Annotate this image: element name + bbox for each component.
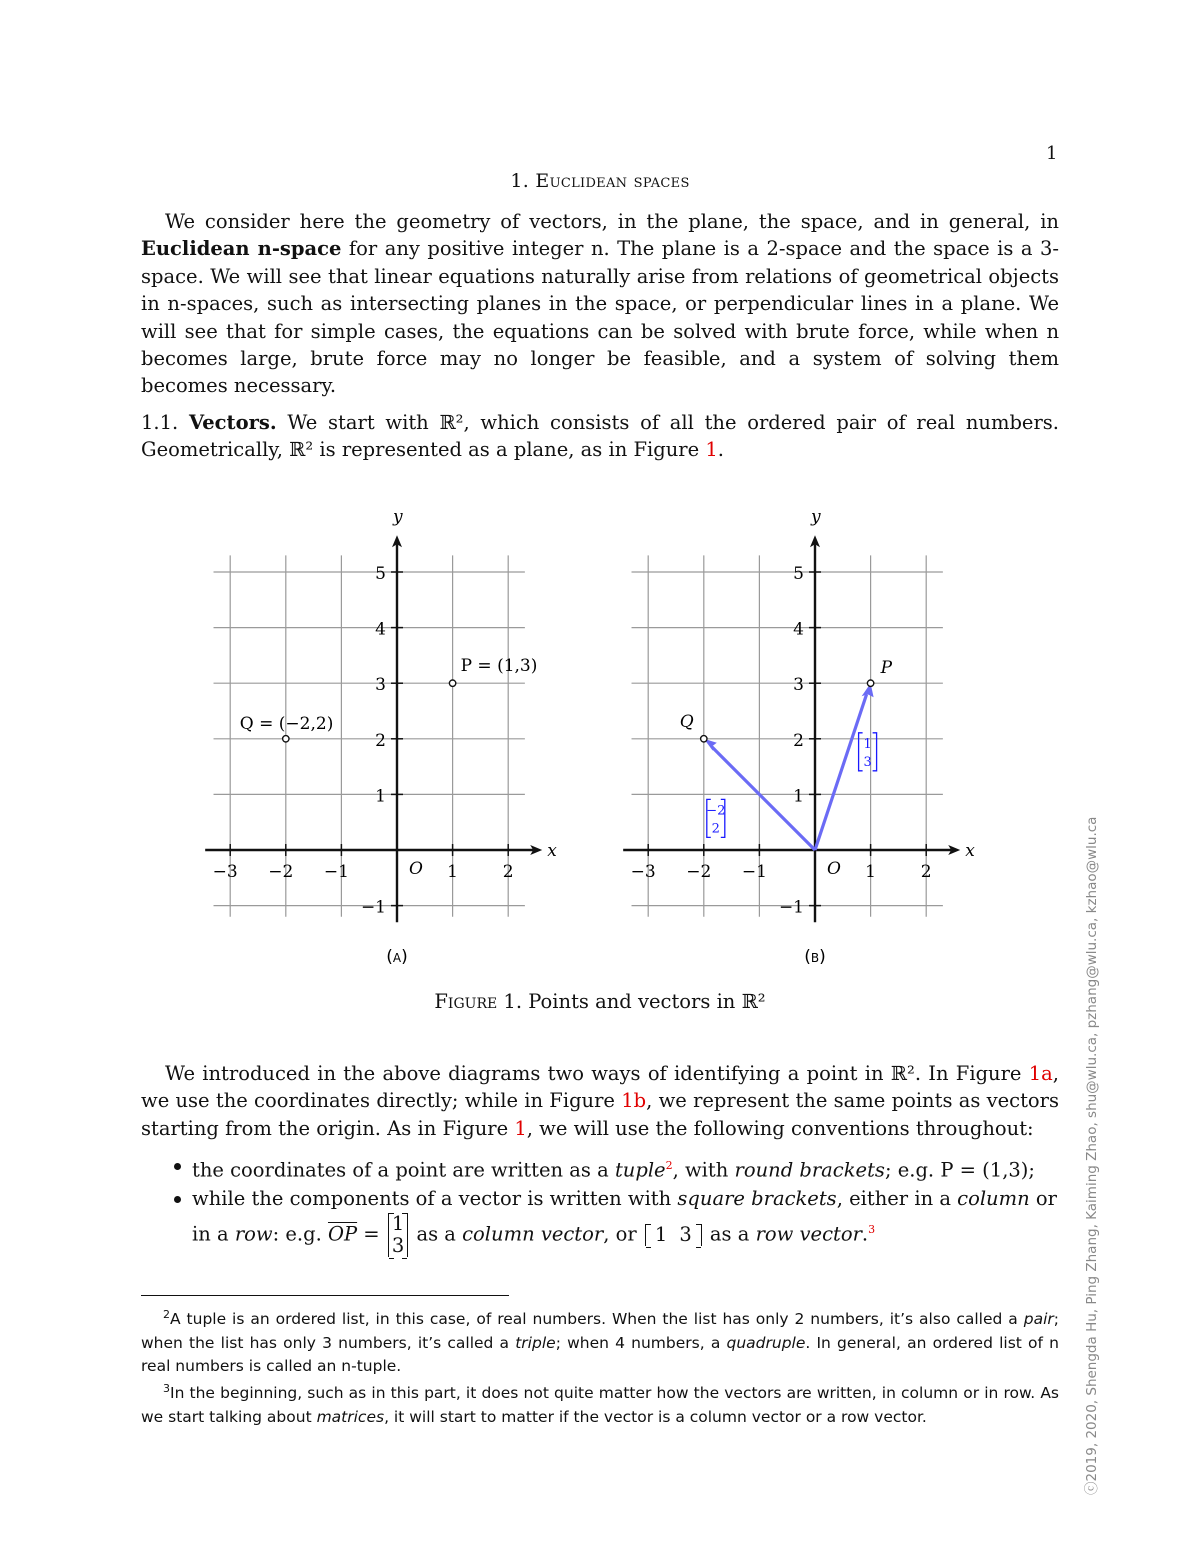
intro-text-1: We consider here the geometry of vectors, in the plane, the space, and in general, in: [165, 210, 1059, 233]
bullet2-text-5: as a: [410, 1222, 463, 1245]
y-tick-label: 4: [375, 619, 386, 640]
intro-text-2: for any positive integer n. The plane is a 2-space and the space is a 3-space. We will see that linear equations naturally arise from relations of geometrical objects in n-spaces, such as intersecting planes in the space, or perpendicular lines in a plane. We will see that for simple cases, the equations can be solved with brute force, while when n becomes large, brute force may no longer be feasible, and a system of solving them becomes necessary.: [141, 237, 1059, 398]
copyright-watermark: ⓒ2019, 2020, Shengda Hu, Ping Zhang, Kaiming Zhao, shu@wlu.ca, pzhang@wlu.ca, kzhao@wlu.ca: [1084, 816, 1100, 1495]
conventions-paragraph: [141, 1060, 1059, 1142]
y-tick-label: 3: [793, 675, 804, 696]
origin-label: O: [827, 859, 841, 879]
panel-b: [623, 512, 975, 922]
bullet2-text-4: : e.g.: [272, 1222, 328, 1245]
subsection-text-3: is represented as a plane, as in Figure: [313, 438, 706, 462]
y-tick-label: 3: [375, 675, 386, 696]
bullet1-text-3: ; e.g. P = (1,3);: [884, 1158, 1035, 1182]
x-tick-label: −2: [268, 862, 294, 882]
x-tick-label: 2: [920, 862, 932, 882]
footnote-ref-2[interactable]: 2: [665, 1159, 673, 1172]
y-tick-label: 2: [375, 730, 386, 751]
figure-1: [190, 512, 990, 992]
row-vector-entry: 3: [679, 1222, 692, 1246]
point-p-label: P = (1,3): [460, 656, 538, 677]
footnote-2: [141, 1303, 1059, 1379]
bullet-icon: [174, 1163, 181, 1170]
y-axis-label: y: [811, 512, 821, 528]
x-axis-label: x: [547, 841, 557, 861]
conventions-list: [192, 1152, 1062, 1257]
fn2-text-3: ; when 4 numbers, a: [555, 1333, 727, 1352]
panel-b-caption: (b): [804, 947, 826, 967]
para3-text-4: , we will use the following conventions throughout:: [526, 1116, 1034, 1140]
y-tick-label: 1: [793, 786, 804, 807]
column-vector-entry: 3: [391, 1233, 405, 1257]
y-tick-label: 5: [375, 564, 386, 584]
bullet2-em-row: row: [234, 1222, 273, 1245]
vector-entry-bottom: 2: [711, 821, 720, 837]
figure-ref-1[interactable]: 1: [514, 1116, 527, 1140]
origin-label: O: [409, 859, 423, 879]
vector-entry-bottom: 3: [863, 754, 872, 770]
subsection-text-1: We start with: [287, 411, 440, 434]
bullet-icon: [174, 1196, 181, 1203]
point-p-label: P: [880, 658, 893, 679]
x-tick-label: 2: [502, 862, 514, 882]
vector-entry-top: −2: [706, 803, 726, 819]
bullet2-text-7: as a: [703, 1222, 756, 1245]
page-number: 1: [1046, 143, 1058, 164]
x-tick-label: −2: [686, 862, 712, 882]
figure-ref-1a[interactable]: 1a: [1028, 1062, 1053, 1085]
y-tick-label: 1: [375, 786, 386, 807]
column-vector-entry: 1: [391, 1211, 405, 1235]
fn2-em-pair: pair: [1023, 1310, 1054, 1329]
bullet1-text-1: the coordinates of a point are written as a: [192, 1158, 615, 1182]
subsection-text-4: .: [717, 438, 724, 462]
x-tick-label: −1: [741, 862, 767, 882]
fn3-text-1: In the beginning, such as in this part, it does not quite matter how the vectors are written, in column or in row. As we start talking about: [141, 1384, 1059, 1426]
fn2-text-2: ; when the list has only 3 numbers, it’s called a: [141, 1310, 1059, 1352]
vector-op: $\overline{OP}$: [327, 1222, 358, 1245]
y-tick-label: 5: [793, 564, 804, 584]
bullet2-equals: =: [357, 1222, 386, 1245]
x-tick-label: −3: [212, 862, 238, 882]
figure-caption: [0, 990, 1200, 1013]
subsection-text-2: , which consists of all the ordered pair of real numbers. Geometrically,: [141, 411, 1060, 462]
fn3-em-matrices: matrices: [316, 1407, 385, 1426]
x-tick-label: −3: [630, 862, 656, 882]
panel-a: [205, 512, 557, 922]
figure-caption-text: Points and vectors in ℝ²: [528, 990, 766, 1013]
x-tick-label: 1: [447, 862, 459, 882]
point-p: [449, 680, 455, 686]
row-vector: [645, 1224, 702, 1246]
y-tick-label: 4: [793, 619, 804, 640]
point-q: [283, 736, 289, 742]
fn2-text-1: A tuple is an ordered list, in this case, of real numbers. When the list has only 2 numbers, it’s also called a: [170, 1310, 1024, 1329]
intro-bold-term: Euclidean n-space: [141, 237, 342, 261]
fn2-em-triple: triple: [515, 1333, 556, 1352]
section-number: 1.: [510, 170, 530, 192]
subsection-paragraph: [141, 409, 1059, 464]
r2-symbol: ℝ²: [289, 438, 314, 462]
bullet1-em-round: round brackets: [734, 1158, 885, 1182]
footnote-2-mark: 2: [163, 1308, 170, 1321]
bullet2-text-1: while the components of a vector is written with: [192, 1186, 678, 1210]
bullet2-em-square: square brackets: [677, 1186, 837, 1210]
bullet1-em-tuple: tuple: [614, 1158, 666, 1182]
section-title-text: Euclidean spaces: [535, 170, 690, 192]
para3-text-3: , we represent the same points as vectors starting from the origin. As in Figure: [141, 1089, 1059, 1140]
row-vector-entry: 1: [654, 1222, 668, 1246]
vector-op: [815, 694, 867, 850]
panel-a-caption: (a): [386, 947, 408, 967]
bullet2-text-3: or in a: [192, 1186, 1057, 1245]
point-q: [701, 736, 707, 742]
intro-paragraph: [141, 208, 1059, 400]
column-vector: [388, 1213, 408, 1257]
bullet2-em-column-vector: column vector: [462, 1222, 604, 1245]
bullet2-text-2: , either in a: [836, 1186, 958, 1210]
point-q-label: Q: [679, 711, 694, 732]
bullet2-text-6: , or: [603, 1222, 643, 1245]
subsection-title: Vectors.: [188, 411, 277, 434]
y-tick-label: 2: [793, 730, 804, 751]
point-q-label: Q = (−2,2): [239, 713, 334, 734]
bullet2-em-column: column: [957, 1186, 1030, 1210]
y-tick-label: −1: [360, 897, 386, 918]
para3-text-2: , we use the coordinates directly; while in Figure: [141, 1062, 1059, 1113]
fn3-text-2: , it will start to matter if the vector is a column vector or a row vector.: [384, 1407, 927, 1426]
r2-symbol: ℝ²: [439, 411, 464, 434]
figure-ref-1b[interactable]: 1b: [621, 1089, 647, 1113]
fn2-em-quadruple: quadruple: [726, 1333, 806, 1352]
footnote-ref-3[interactable]: 3: [868, 1222, 876, 1236]
figure-caption-label: Figure 1.: [434, 990, 523, 1013]
list-item: [192, 1185, 1062, 1257]
footnote-3: [141, 1377, 1059, 1429]
fn2-text-4: . In general, an ordered list of n real numbers is called an n-tuple.: [141, 1333, 1059, 1376]
vector-q-label: [706, 799, 725, 837]
bullet2-text-8: .: [861, 1222, 869, 1245]
bullet1-text-2: , with: [672, 1158, 735, 1182]
y-tick-label: −1: [778, 897, 804, 918]
vector-entry-top: 1: [863, 736, 872, 752]
point-p: [867, 680, 873, 686]
footnote-divider: [141, 1295, 509, 1296]
para3-text-1: We introduced in the above diagrams two ways of identifying a point in ℝ². In Figure: [165, 1062, 1029, 1085]
y-axis-label: y: [393, 512, 403, 528]
x-tick-label: −1: [323, 862, 349, 882]
footnote-3-mark: 3: [163, 1382, 170, 1395]
list-item: [192, 1152, 1062, 1185]
subsection-number: 1.1.: [141, 411, 179, 434]
x-tick-label: 1: [865, 862, 877, 882]
section-title: [0, 170, 1200, 192]
figure-ref-link[interactable]: 1: [705, 438, 718, 462]
bullet2-em-row-vector: row vector: [755, 1222, 862, 1245]
x-axis-label: x: [965, 841, 975, 861]
